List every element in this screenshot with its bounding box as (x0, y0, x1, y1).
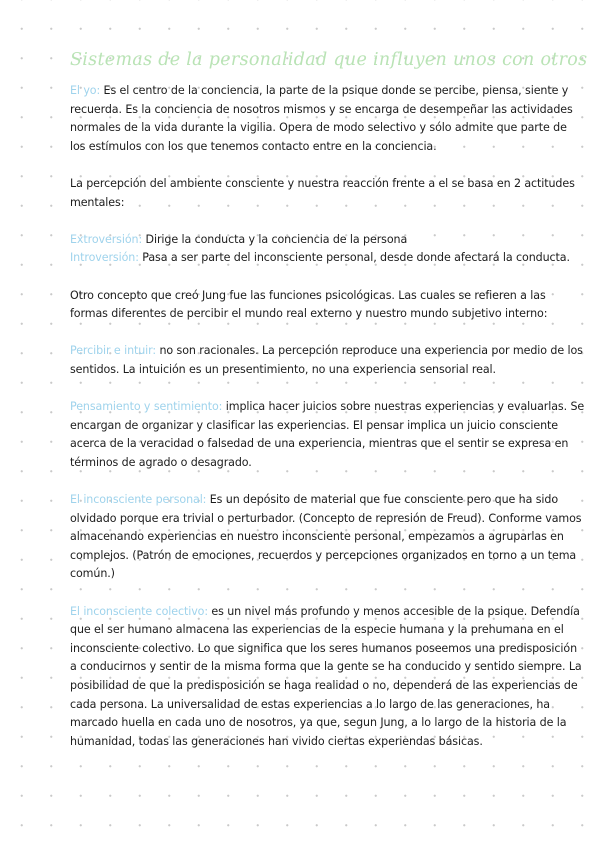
paragraph-extroversion (70, 231, 585, 250)
term-pensamiento: Pensamiento y sentimiento: (70, 400, 223, 414)
term-el-yo: El yo: (70, 84, 101, 97)
text-introversion: Pasa a ser parte del inconsciente personal, desde donde afectará la conducta. (138, 251, 570, 265)
paragraph-percibir (70, 342, 585, 379)
text-extroversion: Dirige la conducta y la conciencia de la persona (142, 232, 408, 246)
text-pensamiento: implica hacer juicios sobre nuestras experiencias y evaluarlas. Se encargan de organizar y clasificar las experiencias. El pensar implica un juicio consciente acerca de la veracidad o falsedad de una experiencia, mientras que el sentir se expresa en términos de agrado o desagrado. (70, 400, 585, 469)
paragraph-actitudes-intro: La percepción del ambiente consciente y nuestra reacción frente a el se basa en 2 actitudes mentales: (70, 176, 575, 209)
paragraph-inconsciente-personal (70, 491, 585, 584)
page-title: Sistemas de la personalidad que influyen unos con otros (70, 50, 588, 70)
document-body (70, 82, 585, 751)
term-inconsciente-personal: El inconsciente personal: (70, 493, 207, 507)
text-percibir: no son racionales. La percepción reproduce una experiencia por medio de los sentidos. La intuición es un presentimiento, no una experiencia sensorial real. (70, 344, 583, 376)
paragraph-introversion (70, 249, 585, 268)
text-inconsciente-personal: Es un depósito de material que fue consciente pero que ha sido olvidado porque era trivial o perturbador. (Concepto de represión de Freud). Conforme vamos almacenando experiencias en nuestro inconsciente personal, empezamos a agruparlas en complejos. (Patrón de emociones, recuerdos y percepciones organizados en torno a un tema común.) (70, 493, 582, 581)
text-inconsciente-colectivo: es un nivel más profundo y menos accesible de la psique. Defendía que el ser humano almacena las experiencias de la especie humana y la prehumana en el inconsciente colectivo. Lo que significa que los seres humanos poseemos una predisposición a conducirnos y sentir de la misma forma que la gente se ha conducido y sentido siempre. La posibilidad de que la predisposición se haga realidad o no, dependerá de las experiencias de cada persona. La universalidad de estas experiencias a lo largo de las generaciones, ha marcado huella en cada uno de nosotros, ya que, segun Jung, a lo largo de la historia de la humanidad, todas las generaciones han vivido ciertas experiendas básicas. (70, 604, 582, 748)
term-introversion: Introversión: (70, 251, 139, 265)
paragraph-el-yo (70, 82, 585, 156)
paragraph-pensamiento (70, 398, 585, 472)
term-percibir: Percibir e intuir: (70, 344, 157, 358)
paragraph-inconsciente-colectivo (70, 603, 585, 752)
term-extroversion: Extroversión: (70, 232, 143, 246)
text-el-yo: Es el centro de la conciencia, la parte de la psique donde se percibe, piensa, siente y recuerda. Es la conciencia de nosotros mismos y se encarga de desempeñar las actividades normales de la vida durante la vigilia. Opera de modo selectivo y sólo admite que parte de los estímulos con los que tenemos contacto entre en la conciencia. (70, 84, 573, 153)
paragraph-funciones-intro: Otro concepto que creó Jung fue las funciones psicológicas. Las cuales se refieren a las formas diferentes de percibir el mundo real externo y nuestro mundo subjetivo interno: (70, 288, 548, 321)
term-inconsciente-colectivo: El inconsciente colectivo: (70, 604, 208, 618)
